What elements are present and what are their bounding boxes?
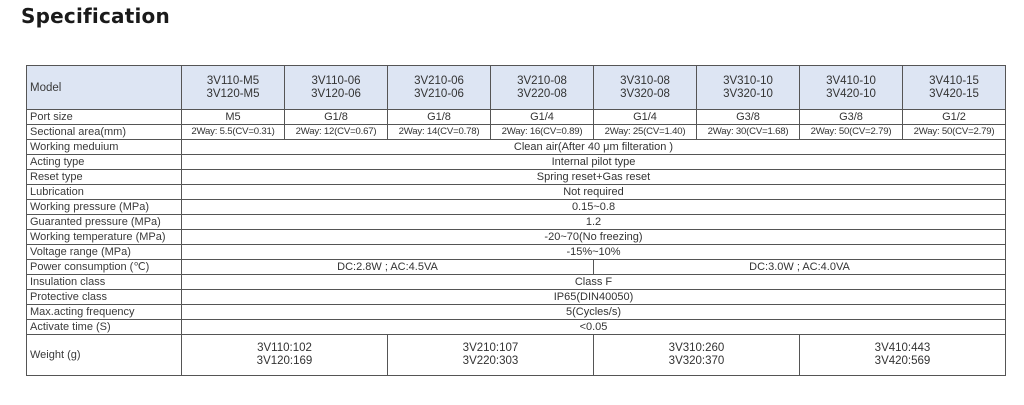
voltage-range-row <box>27 245 1006 260</box>
port-size-row <box>27 110 1006 125</box>
row-label: Sectional area(mm) <box>27 125 182 140</box>
power-consumption-row <box>27 260 1006 275</box>
table-cell: DC:3.0W ; AC:4.0VA <box>594 260 1006 275</box>
table-cell: 2Way: 50(CV=2.79) <box>903 125 1006 140</box>
table-cell: G1/4 <box>594 110 697 125</box>
row-label: Insulation class <box>27 275 182 290</box>
row-label: Reset type <box>27 170 182 185</box>
table-cell: G3/8 <box>697 110 800 125</box>
table-cell: Spring reset+Gas reset <box>182 170 1006 185</box>
table-cell: -15%~10% <box>182 245 1006 260</box>
protective-class-row <box>27 290 1006 305</box>
max-acting-frequency-row <box>27 305 1006 320</box>
activate-time-row <box>27 320 1006 335</box>
row-label: Working meduium <box>27 140 182 155</box>
sectional-area-row <box>27 125 1006 140</box>
row-label: Protective class <box>27 290 182 305</box>
lubrication-row <box>27 185 1006 200</box>
guaranteed-pressure-row <box>27 215 1006 230</box>
model-cell: 3V110-M5 3V120-M5 <box>182 66 285 110</box>
table-cell: 2Way: 14(CV=0.78) <box>388 125 491 140</box>
table-cell: G1/2 <box>903 110 1006 125</box>
page-title: Specification <box>21 4 170 28</box>
model-row <box>27 66 1006 110</box>
table-cell: 0.15~0.8 <box>182 200 1006 215</box>
table-cell: 2Way: 16(CV=0.89) <box>491 125 594 140</box>
acting-type-row <box>27 155 1006 170</box>
table-cell: 2Way: 5.5(CV=0.31) <box>182 125 285 140</box>
table-cell: 2Way: 12(CV=0.67) <box>285 125 388 140</box>
model-cell: 3V410-10 3V420-10 <box>800 66 903 110</box>
working-pressure-row <box>27 200 1006 215</box>
row-label: Acting type <box>27 155 182 170</box>
insulation-class-row <box>27 275 1006 290</box>
table-cell: G1/4 <box>491 110 594 125</box>
table-cell: IP65(DIN40050) <box>182 290 1006 305</box>
reset-type-row <box>27 170 1006 185</box>
table-cell: <0.05 <box>182 320 1006 335</box>
row-label: Guaranted pressure (MPa) <box>27 215 182 230</box>
model-cell: 3V210-08 3V220-08 <box>491 66 594 110</box>
row-label: Port size <box>27 110 182 125</box>
model-cell: 3V410-15 3V420-15 <box>903 66 1006 110</box>
row-label: Weight (g) <box>27 335 182 376</box>
table-cell: Class F <box>182 275 1006 290</box>
row-label: Lubrication <box>27 185 182 200</box>
table-cell: Internal pilot type <box>182 155 1006 170</box>
model-cell: 3V210-06 3V210-06 <box>388 66 491 110</box>
row-label: Model <box>27 66 182 110</box>
model-cell: 3V110-06 3V120-06 <box>285 66 388 110</box>
table-cell: Not required <box>182 185 1006 200</box>
row-label: Activate time (S) <box>27 320 182 335</box>
specification-table <box>26 65 1006 376</box>
table-cell: 2Way: 30(CV=1.68) <box>697 125 800 140</box>
row-label: Voltage range (MPa) <box>27 245 182 260</box>
model-cell: 3V310-08 3V320-08 <box>594 66 697 110</box>
row-label: Power consumption (℃) <box>27 260 182 275</box>
table-cell: 3V110:102 3V120:169 <box>182 335 388 376</box>
table-cell: M5 <box>182 110 285 125</box>
table-cell: Clean air(After 40 μm filteration ) <box>182 140 1006 155</box>
working-medium-row <box>27 140 1006 155</box>
table-cell: 3V410:443 3V420:569 <box>800 335 1006 376</box>
row-label: Working temperature (MPa) <box>27 230 182 245</box>
table-cell: 3V210:107 3V220:303 <box>388 335 594 376</box>
table-cell: 1.2 <box>182 215 1006 230</box>
table-cell: 3V310:260 3V320:370 <box>594 335 800 376</box>
table-cell: -20~70(No freezing) <box>182 230 1006 245</box>
table-cell: DC:2.8W ; AC:4.5VA <box>182 260 594 275</box>
table-cell: 2Way: 50(CV=2.79) <box>800 125 903 140</box>
table-cell: 5(Cycles/s) <box>182 305 1006 320</box>
table-cell: 2Way: 25(CV=1.40) <box>594 125 697 140</box>
model-cell: 3V310-10 3V320-10 <box>697 66 800 110</box>
table-cell: G1/8 <box>285 110 388 125</box>
row-label: Max.acting frequency <box>27 305 182 320</box>
table-cell: G1/8 <box>388 110 491 125</box>
table-cell: G3/8 <box>800 110 903 125</box>
weight-row <box>27 335 1006 376</box>
row-label: Working pressure (MPa) <box>27 200 182 215</box>
working-temperature-row <box>27 230 1006 245</box>
